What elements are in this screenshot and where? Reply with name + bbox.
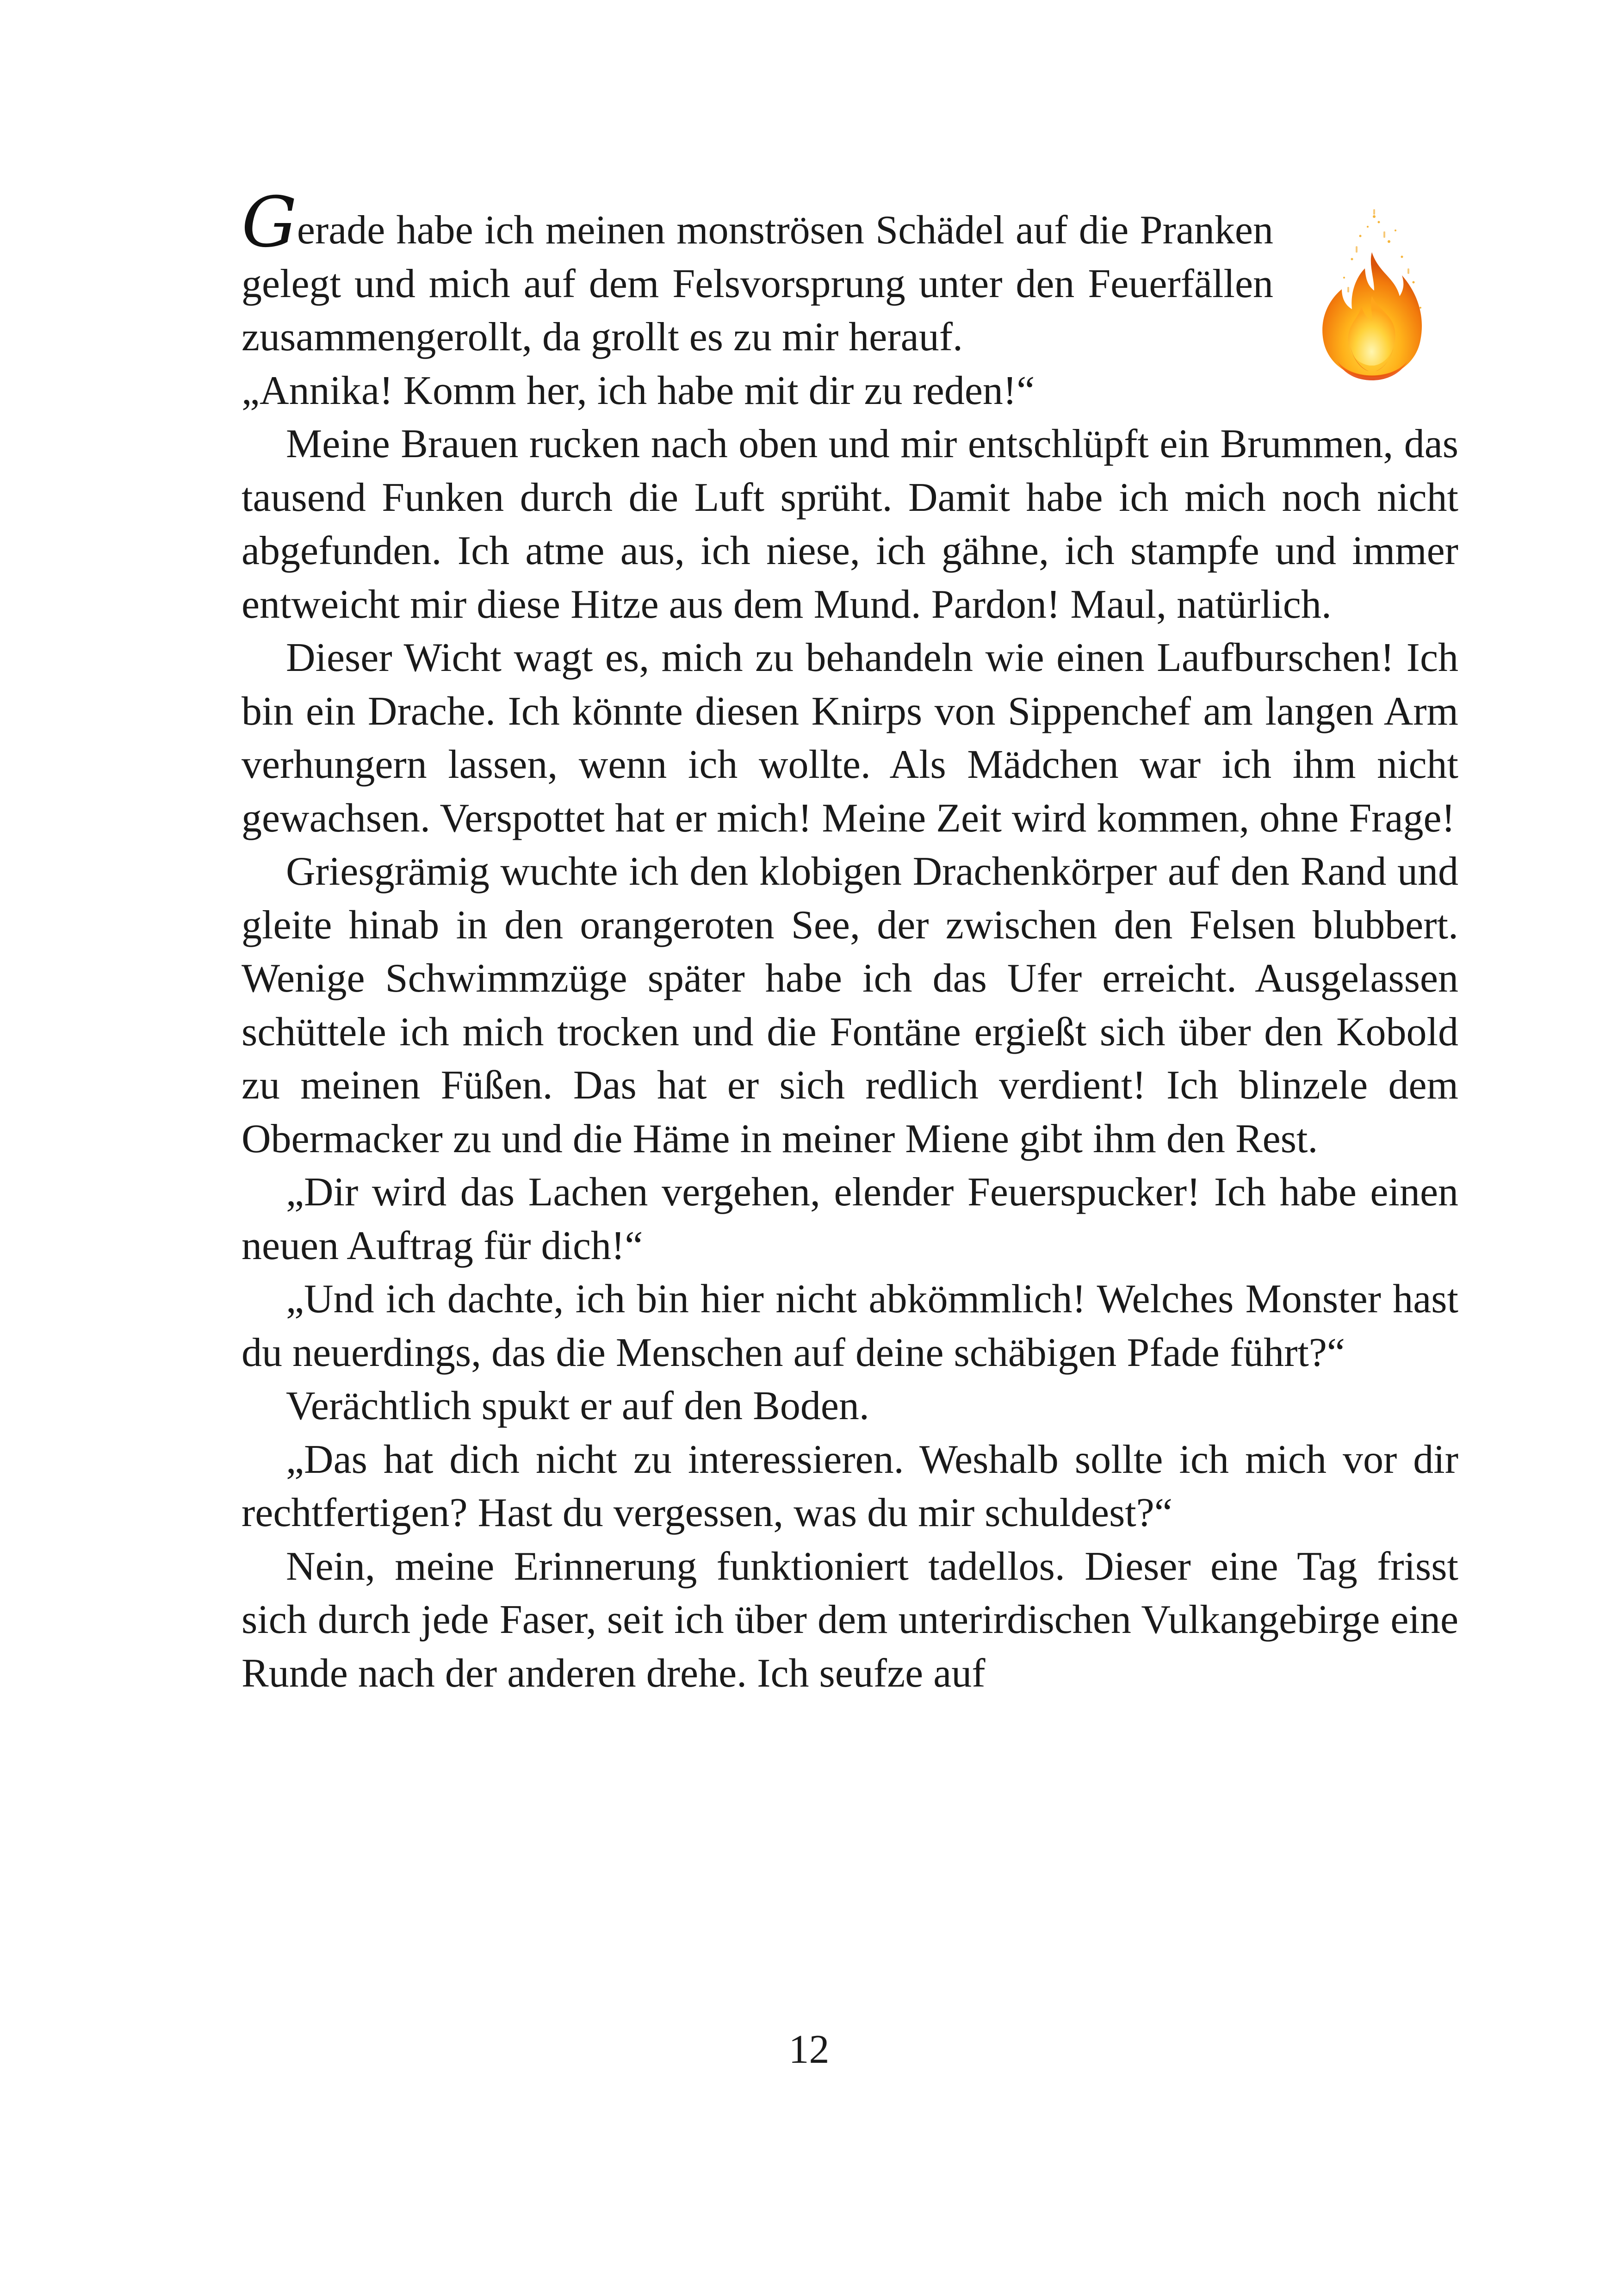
- paragraph-5: „Dir wird das Lachen vergehen, elender Feuerspucker! Ich habe einen neuen Auftrag für dich!“: [242, 1170, 1458, 1268]
- paragraph-2: Meine Brauen rucken nach oben und mir entschlüpft ein Brummen, das tausend Funken durch die Luft sprüht. Damit habe ich mich noch nicht abgefunden. Ich atme aus, ich niese, ich gähne, ich stampfe und immer entweicht mir diese Hitze aus dem Mund. Pardon! Maul, natürlich.: [242, 422, 1458, 627]
- opening-text: erade habe ich meinen monströsen Schädel auf die Pranken gelegt und mich auf dem Felsvorsprung unter den Feuerfällen zusammengerollt, da grollt es zu mir herauf.: [242, 208, 1273, 360]
- paragraph-4: Griesgrämig wuchte ich den klobigen Drachenkörper auf den Rand und gleite hinab in den orangeroten See, der zwischen den Felsen blubbert. Wenige Schwimmzüge später habe ich das Ufer erreicht. Ausgelassen schüttele ich mich trocken und die Fontäne ergießt sich über den Kobold zu meinen Füßen. Das hat er sich redlich verdient! Ich blinzele dem Obermacker zu und die Häme in meiner Miene gibt ihm den Rest.: [242, 849, 1458, 1161]
- paragraph-8: „Das hat dich nicht zu interessieren. Weshalb sollte ich mich vor dir rechtfertigen? Hast du vergessen, was du mir schuldest?“: [242, 1437, 1458, 1535]
- body-text: [242, 182, 1458, 1700]
- paragraph-3: Dieser Wicht wagt es, mich zu behandeln wie einen Laufburschen! Ich bin ein Drache. Ich könnte diesen Knirps von Sippenchef am langen Arm verhungern lassen, wenn ich wollte. Als Mädchen war ich ihm nicht gewachsen. Verspottet hat er mich! Meine Zeit wird kommen, ohne Frage!: [242, 635, 1458, 841]
- page-number: 12: [788, 2027, 830, 2072]
- paragraph-9: Nein, meine Erinnerung funktioniert tadellos. Dieser eine Tag frisst sich durch jede Faser, seit ich über dem unterirdischen Vulkangebirge eine Runde nach der anderen drehe. Ich seufze auf: [242, 1544, 1458, 1696]
- flame-icon: [1309, 208, 1434, 389]
- opening-paragraph: [242, 182, 1273, 364]
- paragraph-6: „Und ich dachte, ich bin hier nicht abkömmlich! Welches Monster hast du neuerdings, das die Menschen auf deine schäbigen Pfade führt?“: [242, 1277, 1458, 1375]
- paragraph-7: Verächtlich spukt er auf den Boden.: [286, 1384, 869, 1428]
- drop-cap: G: [242, 182, 297, 263]
- paragraph-1: „Annika! Komm her, ich habe mit dir zu reden!“: [242, 368, 1035, 413]
